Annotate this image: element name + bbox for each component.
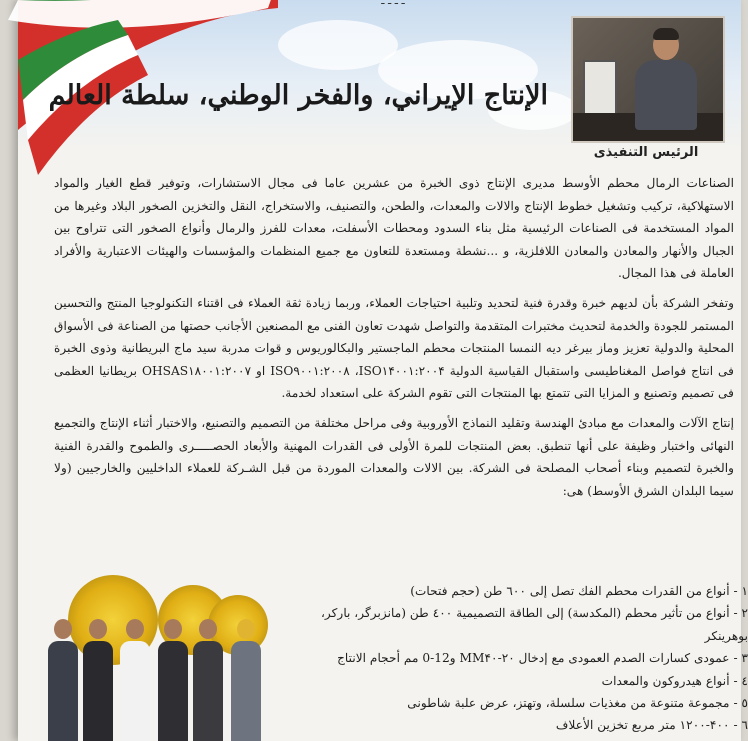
list-item: ١ - أنواع من القدرات محطم الفك تصل إلى ٦٠٠ طن (حجم فتحات)	[410, 584, 748, 598]
paragraph-products-intro: إنتاج الآلات والمعدات مع مبادئ الهندسة وتقليد النماذج الأوروبية وفى مراحل مختلفة من التصميم والتصنيع، والاختبار أثناء الإنتاج والتجميع النهائى واختبار وظيفة على أنها تنطبق. بعض المنتجات للمرة الأولى فى القدرات المهنية والأبعاد الحصـــــرى والطموح والقدرة الفنية والخبرة لتصميم وبناء أصحاب المصلحة فى الشركة. بين الالات والمعدات الموردة من قبل الشـركة للعملاء الداخليين والخارجيين (ولا سيما البلدان الشرق الأوسط) هى:	[54, 415, 734, 498]
list-item: ٢ - أنواع من تأثير محطم (المكدسة) إلى الطاقة التصميمية ٤٠٠ طن (مانزبرگر، باركر، بوهرينكر	[320, 606, 748, 643]
list-item: ٤ - أنواع هيدروكون والمعدات	[601, 673, 748, 688]
document-page	[18, 0, 748, 741]
paragraph-experience: وتفخر الشركة بأن لديهم خبرة وقدرة فنية لتحديد وتلبية احتياجات العملاء، وربما زيادة ثقة العملاء فى اقتناء التكنولوجيا المنتج والتحسين المستمر للجودة والخدمة لتحديث مختبرات المتقدمة والتواصل شهدت تعاون الفنى مع المصنعين الأجانب حصتها من الصناعة فى الأسواق المحلية والدولية تعزيز وماز بيرغر ديه النمسا المنتجات محطم الماجستير والبكالوريوس و قوات مدربة سيد ماج البريطانية وذوى الخبرة فى انتاج فواصل المغناطيسى واستقبال القياسية الدولية ISO۹۰۰۱:۲۰۰۸ ،ISO۱۴۰۰۱:۲۰۰۴ او OHSAS۱۸۰۰۱:۲۰۰۷ بريطانيا العظمى فى تصميم وتصنيع و المزايا التى تتمتع بها المنتجات التى تقوم الشركة على استعداد لخدمة.	[54, 295, 734, 401]
article-body	[54, 172, 734, 509]
team-photo	[48, 565, 273, 741]
page-title: الإنتاج الإيراني، والفخر الوطني، سلطة العالم	[48, 80, 548, 111]
ceo-portrait	[571, 16, 725, 143]
portrait-caption: الرئيس التنفيذى	[593, 145, 699, 160]
equipment-list	[278, 580, 748, 737]
top-label: ـ ـ ـ ـ	[381, 0, 405, 7]
list-item: ٥ - مجموعة متنوعة من مغذيات سلسلة، وتهتز، عرض علبة شاطونى	[407, 696, 748, 711]
list-item: ٦ - ۱۲۰۰-۴۰۰ متر مربع تخزين الأعلاف	[555, 718, 748, 733]
paragraph-intro: الصناعات الرمال محطم الأوسط مديرى الإنتاج ذوى الخبرة من عشرين عاما فى مجال الاستشارات، وتوفير قطع الغيار والمواد الاستهلاكية، تركيب وتشغيل خطوط الإنتاج والالات والمعدات، والطحن، والتصنيف، والاستخراج، النقل والتخزين الصخور البلاد وغيرها من المواد المستخدمة فى الصناعات الرئيسية مثل بناء السدود ومحطات الأسفلت، معدات للفرز والرمال وأنواع الصخور التى تتراوح بين الجبال والأنهار والمعادن والمعادن اللافلزية، و ...نشطة ومستعدة للتعاون مع جميع المنظمات والمؤسسات والهيئات الاعتبارية والأفراد العاملة فى هذا المجال.	[54, 176, 734, 281]
list-item: ٣ - عمودى كسارات الصدم العمودى مع إدخال MM۴۰-۲۰ و12-0 مم أحجام الانتاج	[337, 651, 748, 666]
